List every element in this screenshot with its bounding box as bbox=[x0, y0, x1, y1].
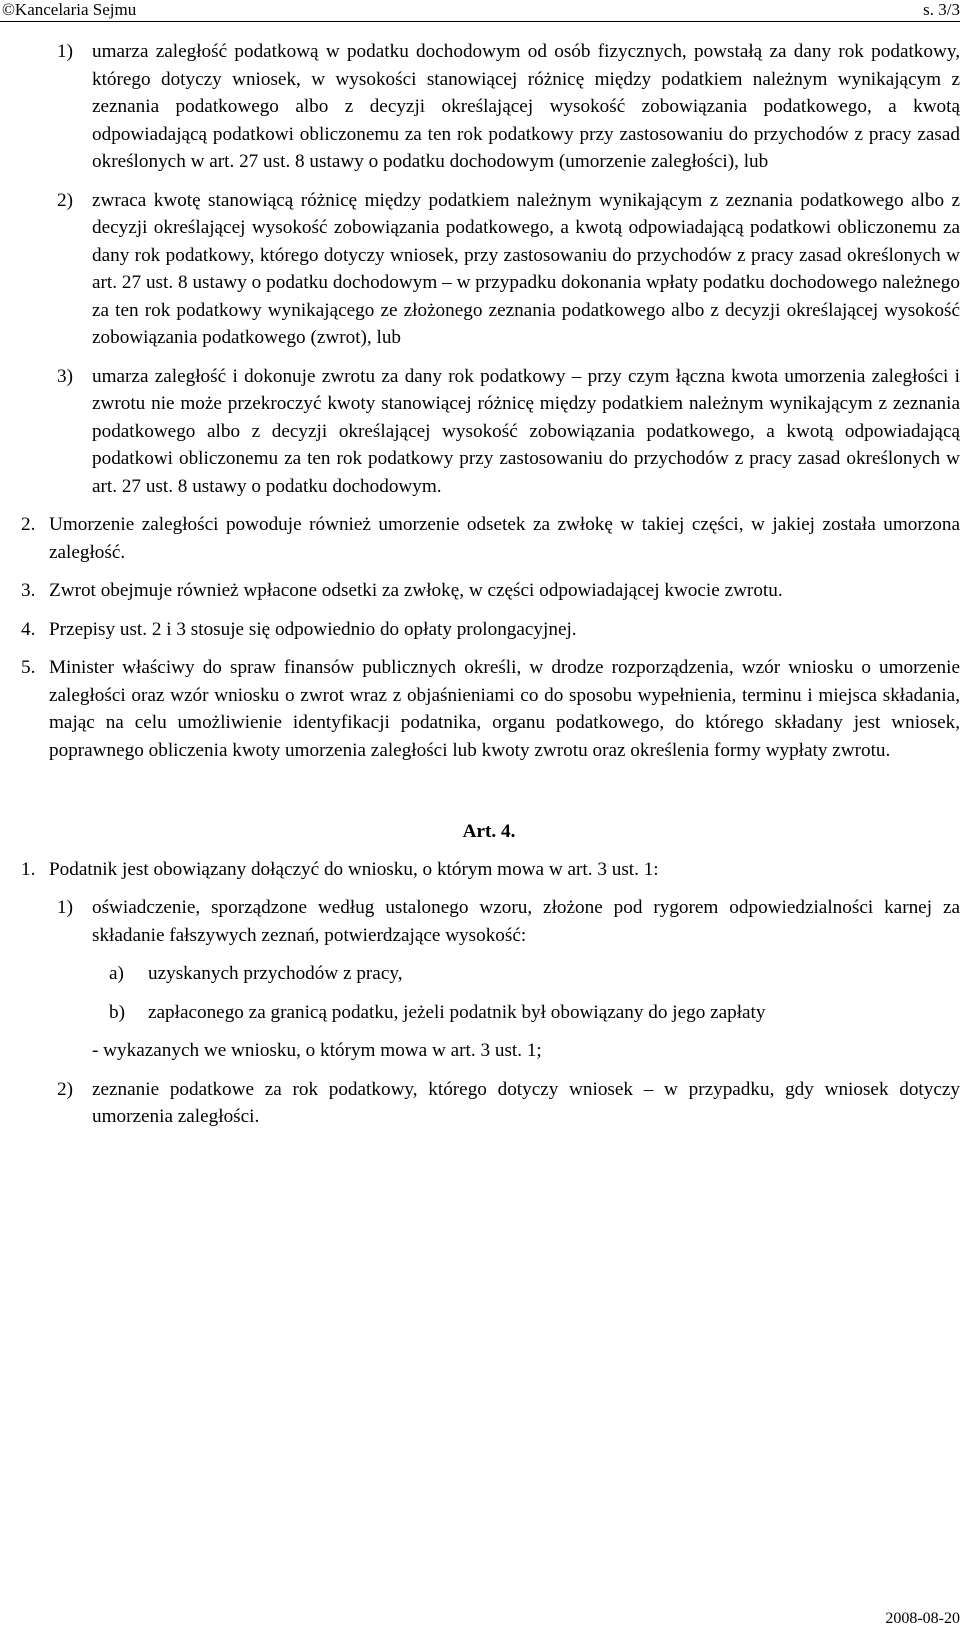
letter-item: b) zapłaconego za granicą podatku, jeżeli podatnik był obowiązany do jego zapłaty bbox=[109, 1001, 766, 1023]
list-item: 2) zwraca kwotę stanowiącą różnicę między podatkiem należnym wynikającym z zeznania podatkowego albo z decyzji określającej wysokość zobowiązania podatkowego, a kwotą odpowiadającą podatkowi obliczonemu za dany rok podatkowy, którego dotyczy wniosek, przy zastosowaniu do przychodów z pracy zasad określonych w art. 27 ust. 8 ustawy o podatku dochodowym – w przypadku dokonania wpłaty podatku dochodowego należnego za ten rok podatkowy wynikającego ze złożonego zeznania podatkowego albo z decyzji określającej wysokość zobowiązania podatkowego (zwrot), lub bbox=[57, 189, 960, 348]
list-item: 1) umarza zaległość podatkową w podatku dochodowym od osób fizycznych, powstałą za dany rok podatkowy, którego dotyczy wniosek, w wysokości stanowiącej różnicę między podatkiem należnym wynikającym z zeznania podatkowego albo z decyzji określającej wysokość zobowiązania podatkowego, a kwotą odpowiadającą podatkowi obliczonemu za ten rok podatkowy przy zastosowaniu do przychodów z pracy zasad określonych w art. 27 ust. 8 ustawy o podatku dochodowym (umorzenie zaległości), lub bbox=[57, 41, 960, 172]
list-item: 3) umarza zaległość i dokonuje zwrotu za dany rok podatkowy – przy czym łączna kwota umorzenia zaległości i zwrotu nie może przekroczyć kwoty stanowiącej różnicę między podatkiem należnym wynikającym z zeznania podatkowego albo z decyzji określającej wysokość zobowiązania podatkowego, a kwotą odpowiadającą podatkowi obliczonemu za ten rok podatkowy przy zastosowaniu do przychodów z pracy zasad określonych w art. 27 ust. 8 ustawy o podatku dochodowym. bbox=[57, 365, 960, 497]
header-copyright: ©Kancelaria Sejmu bbox=[2, 0, 137, 19]
document-body bbox=[0, 38, 960, 1131]
section-paragraph: 5. Minister właściwy do spraw finansów publicznych określi, w drodze rozporządzenia, wzór wniosku o umorzenie zaległości oraz wzór wniosku o zwrot wraz z objaśnieniami co do sposobu wypełnienia, terminu i miejsca składania, mając na celu umożliwienie identyfikacji podatnika, organu podatkowego, do którego składany jest wniosek, poprawnego obliczenia kwoty umorzenia zaległości lub kwoty zwrotu oraz określenia formy wypłaty zwrotu. bbox=[21, 657, 960, 761]
list-item: 2) zeznanie podatkowe za rok podatkowy, którego dotyczy wniosek – w przypadku, gdy wniosek dotyczy umorzenia zaległości. bbox=[57, 1078, 960, 1127]
list-item: 1) oświadczenie, sporządzone według ustalonego wzoru, złożone pod rygorem odpowiedzialności karnej za składanie fałszywych zeznań, potwierdzające wysokość: bbox=[57, 897, 960, 946]
section-paragraph: 2. Umorzenie zaległości powoduje również umorzenie odsetek za zwłokę w takiej części, w jakiej została umorzona zaległość. bbox=[21, 514, 960, 563]
page-header bbox=[0, 0, 960, 22]
header-divider bbox=[0, 21, 960, 22]
section-paragraph: 4. Przepisy ust. 2 i 3 stosuje się odpowiednio do opłaty prolongacyjnej. bbox=[21, 618, 577, 640]
section-paragraph: 3. Zwrot obejmuje również wpłacone odsetki za zwłokę, w części odpowiadającej kwocie zwrotu. bbox=[21, 580, 783, 601]
article-heading: Art. 4. bbox=[462, 821, 516, 842]
section-paragraph: 1. Podatnik jest obowiązany dołączyć do wniosku, o którym mowa w art. 3 ust. 1: bbox=[21, 858, 659, 880]
letter-item: a) uzyskanych przychodów z pracy, bbox=[109, 963, 403, 984]
header-page-number: s. 3/3 bbox=[923, 0, 960, 19]
dash-line: - wykazanych we wniosku, o którym mowa w art. 3 ust. 1; bbox=[92, 1040, 542, 1061]
footer-date: 2008-08-20 bbox=[885, 1610, 960, 1627]
